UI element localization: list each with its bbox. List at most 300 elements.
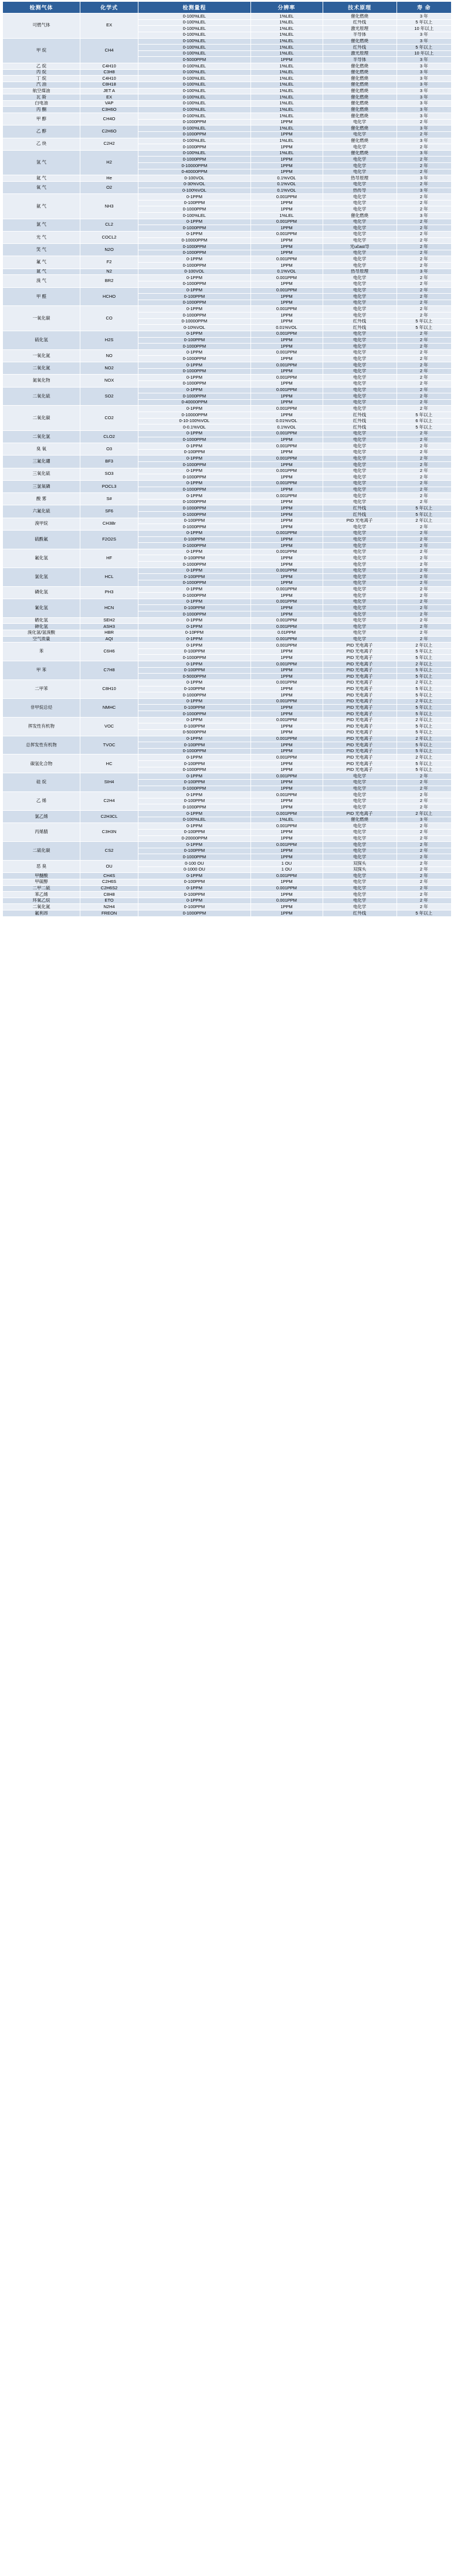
cell-gas-name: 总挥发性有机物 — [3, 736, 80, 755]
cell-lifetime: 2 年 — [397, 605, 451, 611]
cell-formula: VAP — [80, 100, 138, 107]
cell-range: 0-100%LEL — [138, 817, 250, 823]
table-row — [3, 287, 452, 294]
cell-gas-name: 丙烯腈 — [3, 823, 80, 842]
cell-lifetime: 2 年 — [397, 119, 451, 125]
cell-formula: HCL — [80, 567, 138, 586]
cell-lifetime: 2 年 — [397, 368, 451, 375]
cell-resolution: 1PPM — [250, 380, 323, 387]
cell-lifetime: 2 年 — [397, 848, 451, 854]
cell-resolution: 1PPM — [250, 835, 323, 842]
cell-range: 0-1PPM — [138, 755, 250, 761]
table-row — [3, 636, 452, 643]
cell-resolution: 1 OU — [250, 866, 323, 873]
cell-range: 0-1000PPM — [138, 244, 250, 250]
cell-formula: O3 — [80, 443, 138, 456]
cell-gas-name: 氧 气 — [3, 181, 80, 193]
cell-range: 0-100VOL — [138, 269, 250, 275]
cell-gas-name: 光 气 — [3, 231, 80, 243]
cell-technology: 电化学 — [323, 275, 397, 281]
cell-technology: 催化燃烧 — [323, 817, 397, 823]
cell-range: 0-100PPM — [138, 536, 250, 543]
table-row — [3, 480, 452, 487]
cell-lifetime: 2 年 — [397, 237, 451, 244]
cell-lifetime: 3 年 — [397, 100, 451, 107]
cell-gas-name: 溴 气 — [3, 275, 80, 287]
cell-technology: PID 光电离子 — [323, 811, 397, 817]
cell-lifetime: 2 年以上 — [397, 661, 451, 668]
cell-lifetime: 2 年 — [397, 362, 451, 369]
cell-lifetime: 5 年以上 — [397, 45, 451, 51]
cell-resolution: 0.001PPM — [250, 885, 323, 892]
table-row — [3, 306, 452, 312]
cell-technology: 电化学 — [323, 362, 397, 369]
cell-range: 0-1PPM — [138, 643, 250, 649]
cell-technology: 电化学 — [323, 344, 397, 350]
cell-technology: 电化学 — [323, 287, 397, 294]
cell-technology: 催化燃烧 — [323, 38, 397, 45]
cell-range: 0-100PPM — [138, 723, 250, 730]
cell-range: 0-5000PPM — [138, 674, 250, 680]
cell-formula: SF6 — [80, 505, 138, 518]
cell-resolution: 1%LEL — [250, 817, 323, 823]
cell-technology: PID 光电离子 — [323, 736, 397, 742]
cell-resolution: 1PPM — [250, 163, 323, 169]
cell-formula: C6H6 — [80, 643, 138, 661]
table-row — [3, 811, 452, 817]
cell-lifetime: 5 年以上 — [397, 512, 451, 518]
cell-formula: NO — [80, 349, 138, 362]
cell-range: 0-1PPM — [138, 387, 250, 393]
cell-resolution: 0.001PPM — [250, 549, 323, 555]
cell-lifetime: 2 年 — [397, 356, 451, 362]
table-row — [3, 430, 452, 437]
cell-technology: 催化燃烧 — [323, 94, 397, 101]
cell-lifetime: 3 年 — [397, 57, 451, 63]
table-row — [3, 387, 452, 393]
table-row — [3, 69, 452, 76]
cell-lifetime: 10 年以上 — [397, 50, 451, 57]
cell-technology: 电化学 — [323, 380, 397, 387]
cell-resolution: 0.001PPM — [250, 430, 323, 437]
cell-technology: 催化燃烧 — [323, 76, 397, 82]
cell-gas-name: 氟化氢 — [3, 549, 80, 567]
cell-resolution: 0.001PPM — [250, 219, 323, 225]
cell-resolution: 1PPM — [250, 412, 323, 419]
cell-range: 0-5000PPM — [138, 729, 250, 736]
cell-range: 0-10000PPM — [138, 163, 250, 169]
cell-resolution: 0.001PPM — [250, 275, 323, 281]
cell-lifetime: 2 年 — [397, 468, 451, 474]
cell-range: 0-1PPM — [138, 219, 250, 225]
table-row — [3, 567, 452, 574]
cell-gas-name: 苯 — [3, 643, 80, 661]
cell-gas-name: 二氧化氯 — [3, 430, 80, 443]
cell-resolution: 0.001PPM — [250, 530, 323, 536]
cell-formula: HC — [80, 755, 138, 773]
cell-lifetime: 2 年 — [397, 206, 451, 213]
cell-technology: PID 光电离子 — [323, 692, 397, 699]
cell-formula: N2O — [80, 244, 138, 256]
cell-technology: 催化燃烧 — [323, 138, 397, 144]
cell-technology: PID 光电离子 — [323, 655, 397, 661]
cell-resolution: 0.001PPM — [250, 493, 323, 499]
cell-range: 0-100PPM — [138, 686, 250, 692]
cell-range: 0-10%VOL — [138, 325, 250, 331]
cell-lifetime: 5 年以上 — [397, 325, 451, 331]
cell-range: 0-1PPM — [138, 811, 250, 817]
cell-resolution: 1PPM — [250, 368, 323, 375]
cell-resolution: 1%LEL — [250, 81, 323, 88]
table-row — [3, 910, 452, 917]
cell-range: 0-100PPM — [138, 761, 250, 767]
cell-range: 0-100%LEL — [138, 38, 250, 45]
cell-range: 0-1PPM — [138, 679, 250, 686]
cell-lifetime: 2 年 — [397, 636, 451, 643]
table-row — [3, 624, 452, 630]
cell-range: 0-1000PPM — [138, 300, 250, 306]
cell-formula: HF — [80, 549, 138, 567]
cell-gas-name: 挥发性有机物 — [3, 717, 80, 736]
cell-technology: 电化学 — [323, 829, 397, 835]
cell-range: 0-1000PPM — [138, 748, 250, 755]
cell-lifetime: 2 年 — [397, 617, 451, 624]
cell-gas-name: 丙 酮 — [3, 107, 80, 113]
cell-resolution: 0.001PPM — [250, 567, 323, 574]
cell-resolution: 1PPM — [250, 804, 323, 811]
table-header — [3, 2, 452, 13]
cell-technology: 催化燃烧 — [323, 69, 397, 76]
cell-technology: 电化学 — [323, 904, 397, 910]
cell-range: 0-1000PPM — [138, 250, 250, 256]
cell-lifetime: 3 年 — [397, 107, 451, 113]
cell-range: 0-1000PPM — [138, 543, 250, 549]
cell-technology: 双探头 — [323, 866, 397, 873]
cell-range: 0-1PPM — [138, 493, 250, 499]
cell-formula: CL2 — [80, 219, 138, 231]
cell-technology: 电化学 — [323, 200, 397, 206]
cell-range: 0-40000PPM — [138, 399, 250, 406]
cell-formula: SEH2 — [80, 617, 138, 624]
cell-range: 0-1000PPM — [138, 474, 250, 481]
cell-formula: CH4 — [80, 38, 138, 63]
cell-technology: 红外线 — [323, 910, 397, 917]
cell-lifetime: 2 年 — [397, 144, 451, 151]
table-row — [3, 375, 452, 381]
cell-technology: 电化学 — [323, 312, 397, 319]
cell-range: 0-0.1%VOL — [138, 424, 250, 431]
cell-range: 0-1000PPM — [138, 786, 250, 792]
cell-range: 0-40000PPM — [138, 169, 250, 175]
cell-range: 0-100PPM — [138, 667, 250, 674]
cell-range: 0-10PPM — [138, 630, 250, 636]
table-row — [3, 679, 452, 686]
cell-technology: 催化燃烧 — [323, 88, 397, 94]
cell-range: 0-1PPM — [138, 717, 250, 723]
cell-formula: CO — [80, 306, 138, 331]
cell-range: 0-1000PPM — [138, 281, 250, 287]
cell-gas-name: 碳氢化合物 — [3, 755, 80, 773]
cell-resolution: 0.001PPM — [250, 331, 323, 337]
cell-technology: PID 光电离子 — [323, 717, 397, 723]
cell-range: 0-100%LEL — [138, 81, 250, 88]
cell-lifetime: 2 年 — [397, 194, 451, 200]
cell-lifetime: 5 年以上 — [397, 19, 451, 26]
cell-lifetime: 2 年 — [397, 792, 451, 798]
cell-gas-name: 硫酰氟 — [3, 530, 80, 549]
cell-technology: 电化学 — [323, 462, 397, 468]
cell-formula: C3H6O — [80, 107, 138, 113]
cell-lifetime: 2 年以上 — [397, 679, 451, 686]
cell-resolution: 0.1%VOL — [250, 424, 323, 431]
cell-technology: 红外线 — [323, 505, 397, 512]
cell-lifetime: 2 年 — [397, 892, 451, 898]
cell-lifetime: 2 年 — [397, 449, 451, 456]
cell-technology: PID 光电离子 — [323, 761, 397, 767]
cell-technology: PID 光电离子 — [323, 518, 397, 524]
cell-gas-name: 氟 气 — [3, 256, 80, 269]
table-row — [3, 362, 452, 369]
cell-resolution: 1%LEL — [250, 100, 323, 107]
cell-lifetime: 5 年以上 — [397, 748, 451, 755]
cell-gas-name: 甲 醇 — [3, 113, 80, 125]
cell-technology: 电化学 — [323, 375, 397, 381]
cell-lifetime: 6 年以上 — [397, 418, 451, 424]
cell-lifetime: 3 年 — [397, 13, 451, 20]
cell-formula: N2 — [80, 269, 138, 275]
cell-gas-name: 乙 炔 — [3, 138, 80, 150]
cell-technology: 电化学 — [323, 524, 397, 531]
cell-resolution: 1%LEL — [250, 13, 323, 20]
cell-range: 0-100%LEL — [138, 138, 250, 144]
cell-resolution: 0.01%VOL — [250, 325, 323, 331]
cell-lifetime: 3 年 — [397, 76, 451, 82]
cell-resolution: 0.001PPM — [250, 792, 323, 798]
cell-resolution: 1PPM — [250, 674, 323, 680]
cell-technology: PID 光电离子 — [323, 648, 397, 655]
cell-technology: 半导体 — [323, 57, 397, 63]
cell-technology: 电化学 — [323, 574, 397, 580]
cell-resolution: 1PPM — [250, 119, 323, 125]
cell-resolution: 1%LEL — [250, 38, 323, 45]
cell-formula: CH4O — [80, 113, 138, 125]
cell-resolution: 1%LEL — [250, 76, 323, 82]
cell-gas-name: 砷化氢 — [3, 624, 80, 630]
cell-range: 0-100PPM — [138, 449, 250, 456]
cell-technology: 电化学 — [323, 157, 397, 163]
cell-technology: 催化燃烧 — [323, 213, 397, 219]
cell-gas-name: 氯乙烯 — [3, 811, 80, 823]
cell-technology: 电化学 — [323, 842, 397, 848]
cell-resolution: 1PPM — [250, 512, 323, 518]
cell-range: 0-1PPM — [138, 430, 250, 437]
cell-range: 0-1000PPM — [138, 157, 250, 163]
cell-technology: 电化学 — [323, 237, 397, 244]
cell-resolution: 0.001PPM — [250, 406, 323, 412]
cell-lifetime: 2 年 — [397, 866, 451, 873]
cell-lifetime: 2 年 — [397, 443, 451, 450]
cell-technology: 红外线 — [323, 512, 397, 518]
cell-range: 0-100PPM — [138, 555, 250, 562]
cell-range: 0-1000 OU — [138, 866, 250, 873]
table-row — [3, 823, 452, 830]
table-row — [3, 736, 452, 742]
cell-lifetime: 3 年 — [397, 32, 451, 38]
cell-range: 0-100PPM — [138, 518, 250, 524]
cell-lifetime: 2 年 — [397, 854, 451, 861]
cell-formula: C4H10 — [80, 76, 138, 82]
cell-resolution: 1PPM — [250, 356, 323, 362]
cell-lifetime: 2 年 — [397, 387, 451, 393]
cell-lifetime: 2 年 — [397, 586, 451, 593]
cell-technology: 催化燃烧 — [323, 125, 397, 132]
cell-range: 0-1PPM — [138, 331, 250, 337]
table-row — [3, 81, 452, 88]
cell-resolution: 1%LEL — [250, 88, 323, 94]
table-row — [3, 468, 452, 474]
table-row — [3, 38, 452, 45]
cell-range: 0-100%LEL — [138, 125, 250, 132]
cell-technology: PID 光电离子 — [323, 698, 397, 705]
cell-technology: 电化学 — [323, 835, 397, 842]
table-row — [3, 792, 452, 798]
cell-lifetime: 2 年 — [397, 499, 451, 505]
cell-gas-name: 苯乙烯 — [3, 892, 80, 898]
cell-technology: 电化学 — [323, 256, 397, 263]
cell-technology: 电化学 — [323, 798, 397, 804]
cell-technology: 电化学 — [323, 543, 397, 549]
cell-resolution: 0.01PPM — [250, 630, 323, 636]
cell-lifetime: 2 年 — [397, 225, 451, 232]
cell-resolution: 1PPM — [250, 555, 323, 562]
cell-lifetime: 3 年 — [397, 38, 451, 45]
cell-resolution: 1%LEL — [250, 150, 323, 157]
cell-resolution: 1PPM — [250, 892, 323, 898]
cell-technology: 热导原理 — [323, 175, 397, 182]
cell-range: 0-1000PPM — [138, 611, 250, 618]
cell-lifetime: 2 年 — [397, 574, 451, 580]
table-row — [3, 13, 452, 20]
cell-technology: 催化燃烧 — [323, 100, 397, 107]
cell-resolution: 0.001PPM — [250, 873, 323, 879]
cell-resolution: 0.1%VOL — [250, 175, 323, 182]
cell-technology: 催化燃烧 — [323, 107, 397, 113]
cell-technology: 激光原理 — [323, 26, 397, 32]
cell-range: 0-1000PPM — [138, 593, 250, 599]
cell-technology: 电化学 — [323, 898, 397, 904]
cell-technology: 热导原理 — [323, 269, 397, 275]
cell-lifetime: 2 年 — [397, 885, 451, 892]
cell-technology: 电化学 — [323, 399, 397, 406]
cell-technology: 电化学 — [323, 480, 397, 487]
cell-resolution: 0.1%VOL — [250, 188, 323, 194]
cell-formula: F2 — [80, 256, 138, 269]
cell-formula: NO2 — [80, 362, 138, 375]
cell-resolution: 1%LEL — [250, 45, 323, 51]
table-row — [3, 231, 452, 237]
cell-resolution: 1%LEL — [250, 69, 323, 76]
cell-resolution: 1PPM — [250, 312, 323, 319]
cell-range: 0-100%LEL — [138, 69, 250, 76]
cell-technology: 电化学 — [323, 599, 397, 605]
cell-lifetime: 5 年以上 — [397, 723, 451, 730]
cell-resolution: 1PPM — [250, 904, 323, 910]
cell-lifetime: 2 年 — [397, 599, 451, 605]
cell-resolution: 1%LEL — [250, 26, 323, 32]
cell-technology: 电化学 — [323, 580, 397, 586]
cell-resolution: 1%LEL — [250, 213, 323, 219]
cell-range: 0-1000PPM — [138, 854, 250, 861]
cell-range: 0-1PPM — [138, 549, 250, 555]
header-resolution: 分辨率 — [250, 2, 323, 13]
cell-range: 0-1PPM — [138, 194, 250, 200]
cell-range: 0-1000PPM — [138, 505, 250, 512]
cell-formula: C3H3N — [80, 823, 138, 842]
header-row — [3, 2, 452, 13]
cell-range: 0-1PPM — [138, 468, 250, 474]
cell-lifetime: 2 年 — [397, 555, 451, 562]
cell-resolution: 1PPM — [250, 318, 323, 325]
cell-range: 0-100PPM — [138, 779, 250, 786]
cell-resolution: 1PPM — [250, 462, 323, 468]
table-row — [3, 661, 452, 668]
cell-formula: ETO — [80, 898, 138, 904]
cell-gas-name: 可燃气体 — [3, 13, 80, 39]
cell-lifetime: 5 年以上 — [397, 667, 451, 674]
cell-resolution: 1PPM — [250, 686, 323, 692]
cell-formula: COCL2 — [80, 231, 138, 243]
cell-lifetime: 2 年 — [397, 480, 451, 487]
cell-range: 0-1000PPM — [138, 393, 250, 400]
cell-resolution: 1PPM — [250, 779, 323, 786]
header-formula: 化学式 — [80, 2, 138, 13]
cell-lifetime: 10 年以上 — [397, 26, 451, 32]
cell-lifetime: 2 年 — [397, 294, 451, 300]
cell-resolution: 1PPM — [250, 705, 323, 711]
cell-range: 0-1000PPM — [138, 356, 250, 362]
cell-technology: 电化学 — [323, 611, 397, 618]
cell-range: 0-1000PPM — [138, 225, 250, 232]
cell-resolution: 1PPM — [250, 574, 323, 580]
cell-range: 0-10000PPM — [138, 318, 250, 325]
cell-range: 0-1PPM — [138, 736, 250, 742]
cell-lifetime: 5 年以上 — [397, 655, 451, 661]
table-row — [3, 76, 452, 82]
cell-range: 0-100%LEL — [138, 13, 250, 20]
cell-lifetime: 5 年以上 — [397, 686, 451, 692]
cell-lifetime: 2 年 — [397, 281, 451, 287]
cell-lifetime: 2 年以上 — [397, 698, 451, 705]
cell-technology: PID 光电离子 — [323, 742, 397, 749]
cell-resolution: 1PPM — [250, 300, 323, 306]
cell-gas-name: 恶 臭 — [3, 861, 80, 873]
cell-technology: PID 光电离子 — [323, 686, 397, 692]
cell-range: 0-1PPM — [138, 599, 250, 605]
cell-range: 0-1PPM — [138, 530, 250, 536]
cell-range: 0-1PPM — [138, 456, 250, 462]
cell-gas-name: 二硫化碳 — [3, 842, 80, 861]
cell-resolution: 1%LEL — [250, 50, 323, 57]
cell-resolution: 0.001PPM — [250, 661, 323, 668]
cell-formula: SIH4 — [80, 773, 138, 792]
cell-range: 0-1000PPM — [138, 131, 250, 138]
cell-lifetime: 2 年 — [397, 493, 451, 499]
cell-formula: EX — [80, 13, 138, 39]
cell-lifetime: 3 年 — [397, 188, 451, 194]
cell-technology: 电化学 — [323, 337, 397, 344]
cell-range: 0-1000PPM — [138, 580, 250, 586]
cell-resolution: 1PPM — [250, 798, 323, 804]
